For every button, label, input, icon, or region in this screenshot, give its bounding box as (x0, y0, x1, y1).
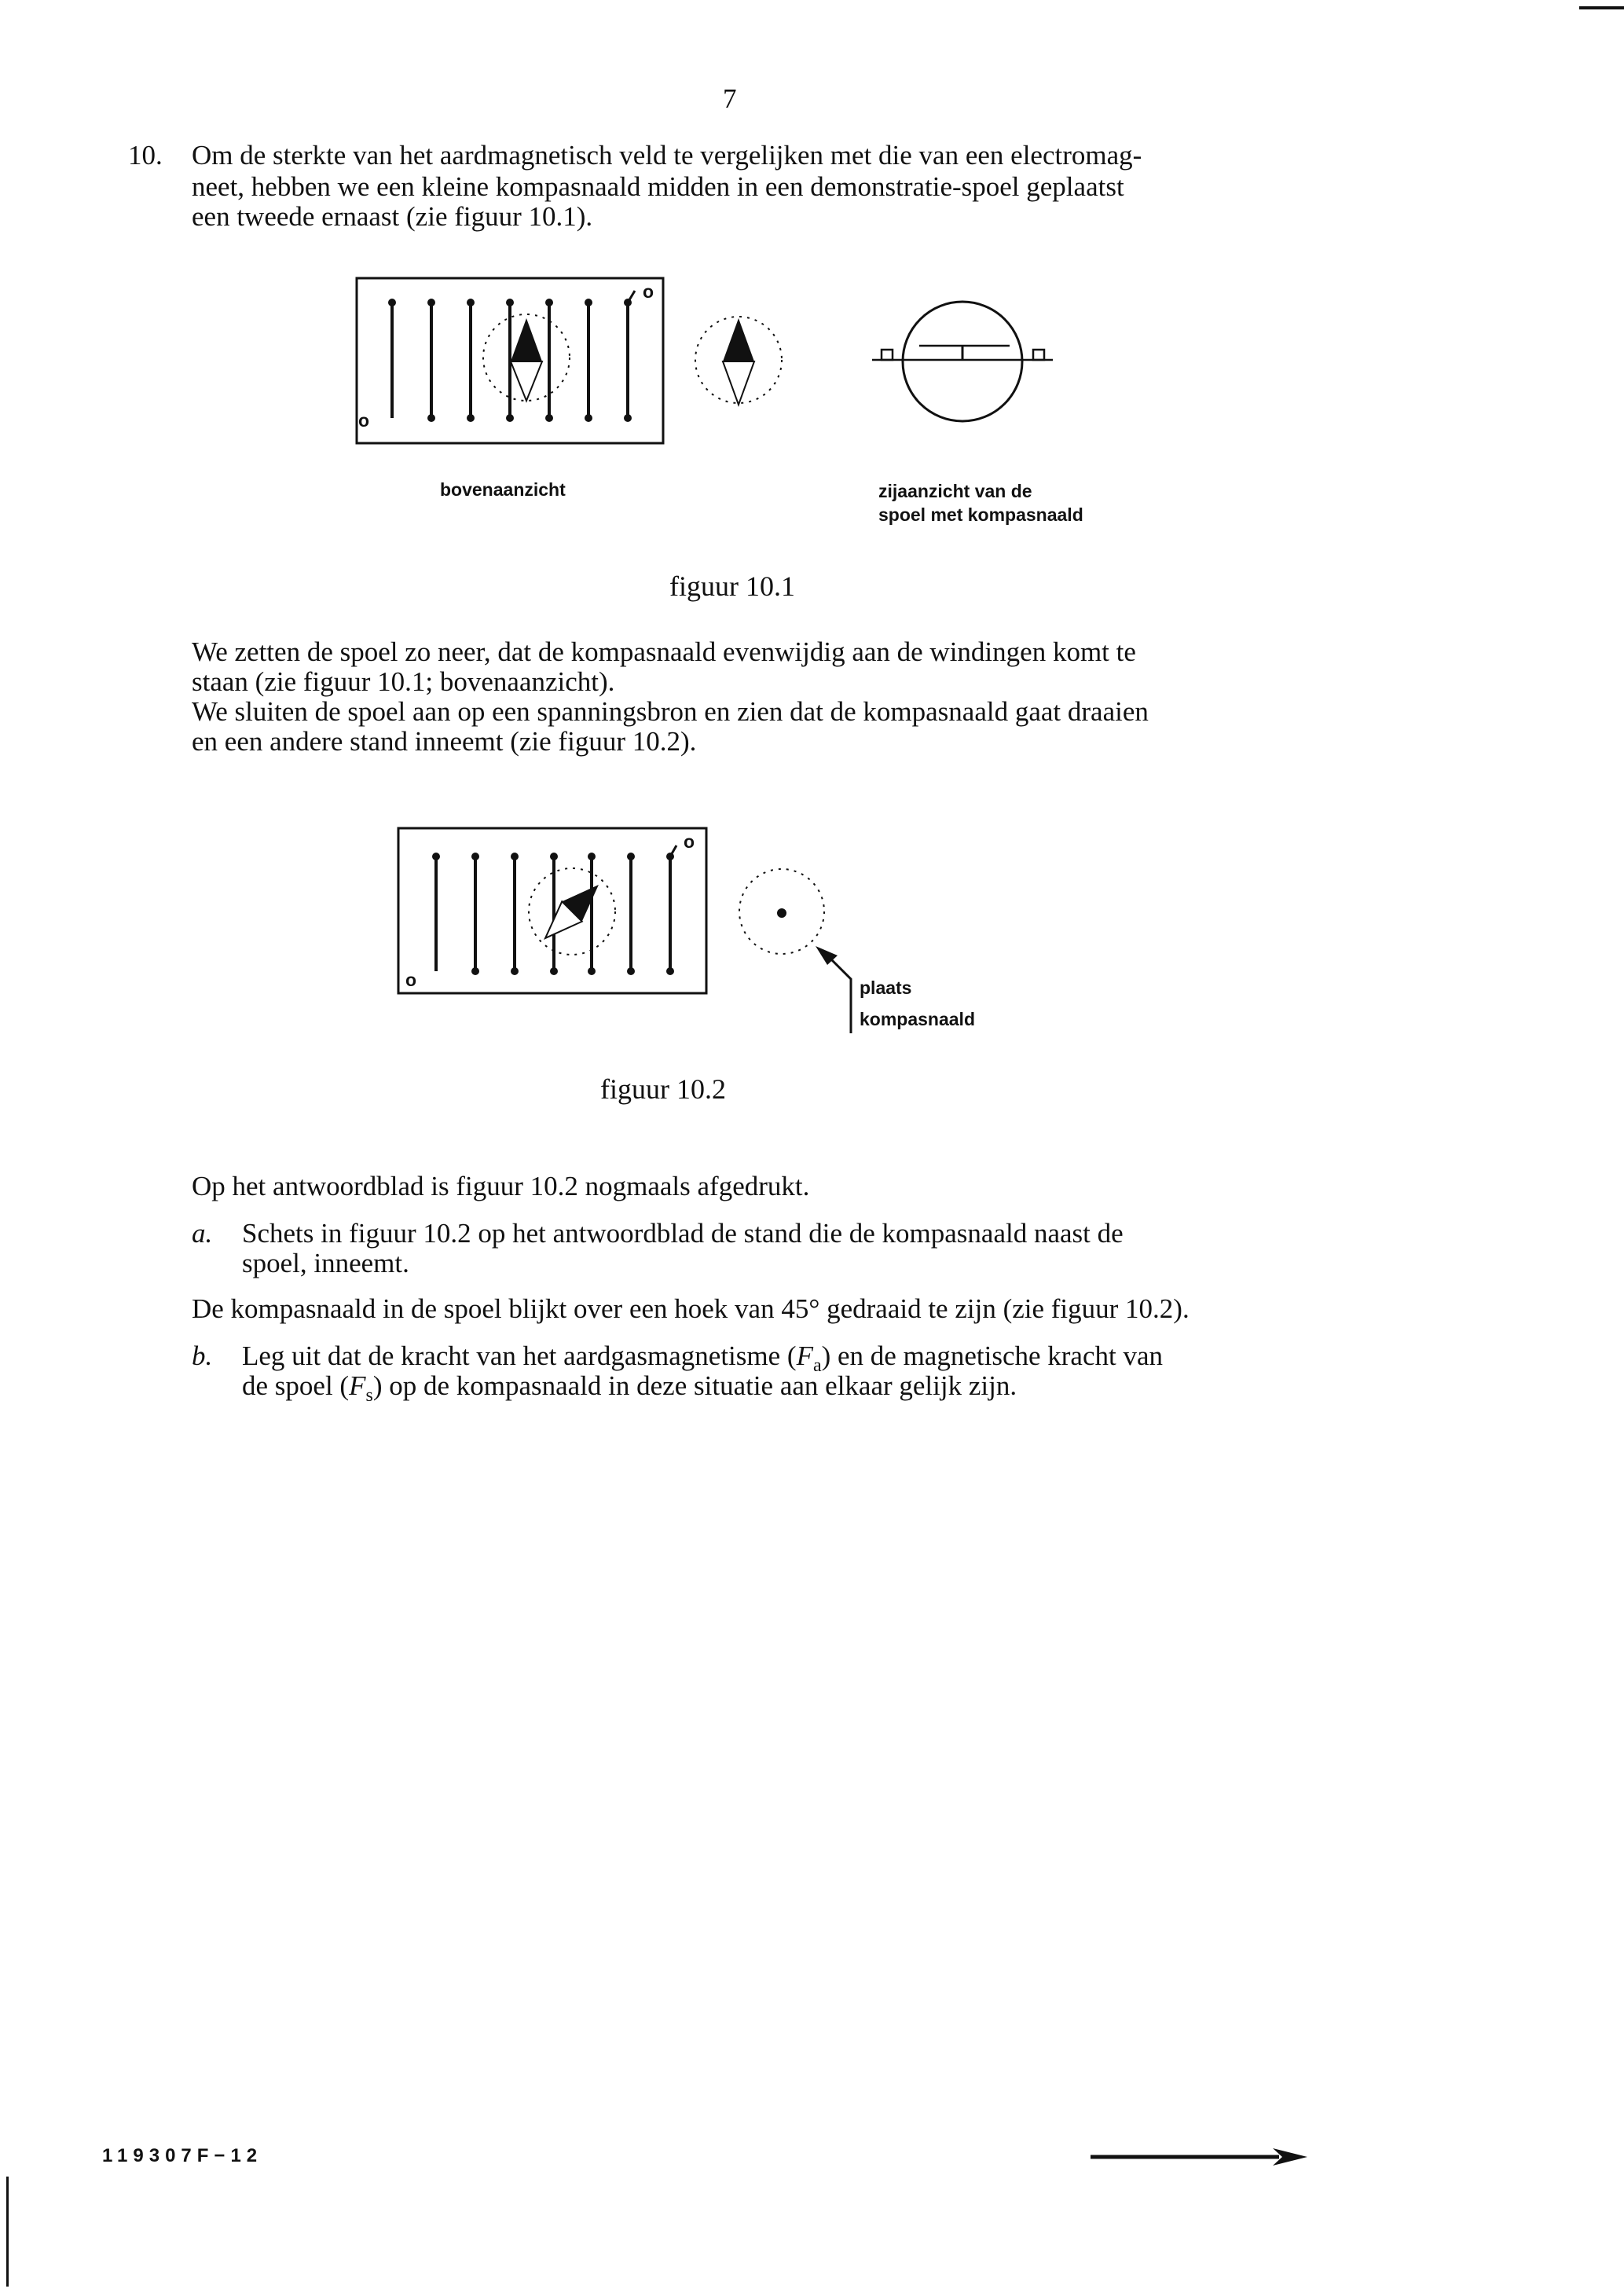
force-symbol-fs: F (349, 1370, 366, 1401)
compass-needle-south (723, 361, 754, 405)
part-a-line-1: Schets in figuur 10.2 op het antwoordblad de stand die de kompasnaald naast de (242, 1218, 1124, 1249)
part-a-letter: a. (192, 1218, 213, 1249)
intro-line-2: neet, hebben we een kleine kompasnaald midden in een demonstratie-spoel geplaatst (192, 171, 1124, 202)
caption-figure-10-1: figuur 10.1 (669, 570, 795, 602)
terminal-right-2: o (684, 831, 695, 852)
label-top-view: bovenaanzicht (440, 479, 566, 500)
para2-line-4: en een andere stand inneemt (zie figuur 10.2). (192, 726, 697, 757)
terminal-left: o (358, 410, 370, 431)
intro-line-3: een tweede ernaast (zie figuur 10.1). (192, 201, 593, 232)
figure-10-1-side-view (872, 299, 1053, 432)
label-place-1: plaats (860, 977, 912, 998)
caption-figure-10-2: figuur 10.2 (600, 1073, 726, 1105)
arrow-leader (829, 957, 851, 1033)
intro-line-1: Om de sterkte van het aardmagnetisch veld te vergelijken met die van een electromag- (192, 140, 1142, 171)
compass-needle-south (511, 361, 542, 401)
compass-needle-north (723, 318, 754, 361)
coil-lead-top (628, 291, 635, 303)
answer-note: Op het antwoordblad is figuur 10.2 nogmaals afgedrukt. (192, 1171, 810, 1201)
scan-edge-mark-bottom (6, 2177, 9, 2287)
page-number: 7 (723, 83, 737, 114)
para2-line-2: staan (zie figuur 10.1; bovenaanzicht). (192, 666, 615, 697)
force-symbol-fa: F (796, 1341, 813, 1371)
statement-line: De kompasnaald in de spoel blijkt over een hoek van 45° gedraaid te zijn (zie figuur 10.2). (192, 1293, 1190, 1324)
part-a-line-2: spoel, inneemt. (242, 1248, 409, 1278)
label-side-view-1: zijaanzicht van de (878, 481, 1032, 501)
para2-line-3: We sluiten de spoel aan op een spanningsbron en zien dat de kompasnaald gaat draaien (192, 696, 1149, 727)
terminal-left-2: o (405, 970, 417, 990)
figure-10-1-coil-top-view (354, 275, 668, 448)
label-place-2: kompasnaald (860, 1009, 975, 1029)
coil-side-circle (903, 302, 1022, 421)
question-number: 10. (128, 140, 163, 171)
next-page-arrow-icon (1091, 2145, 1311, 2169)
figure-10-1-compass-beside (691, 314, 786, 409)
compass-needle-north (511, 318, 542, 361)
figure-10-2-coil-top-view (395, 825, 709, 998)
part-b-line-2: de spoel $(F_s)$ op de kompasnaald in deze situatie aan elkaar gelijk zijn. (242, 1370, 1017, 1406)
coil-windings (436, 856, 670, 971)
figure-10-2-compass-place (735, 864, 876, 1033)
footer-code: 119307F−12 (102, 2145, 263, 2166)
para2-line-1: We zetten de spoel zo neer, dat de kompasnaald evenwijdig aan de windingen komt te (192, 636, 1136, 667)
terminal-right: o (643, 281, 654, 302)
coil-windings (392, 303, 628, 418)
compass-center-dot (777, 908, 786, 918)
part-b-letter: b. (192, 1341, 213, 1371)
scan-edge-mark-top (1579, 6, 1624, 9)
part-b-line-1: Leg uit dat de kracht van het aardgasmagnetisme $(F_a)$ en de magnetische kracht van (242, 1341, 1163, 1376)
label-side-view-2: spoel met kompasnaald (878, 504, 1083, 525)
